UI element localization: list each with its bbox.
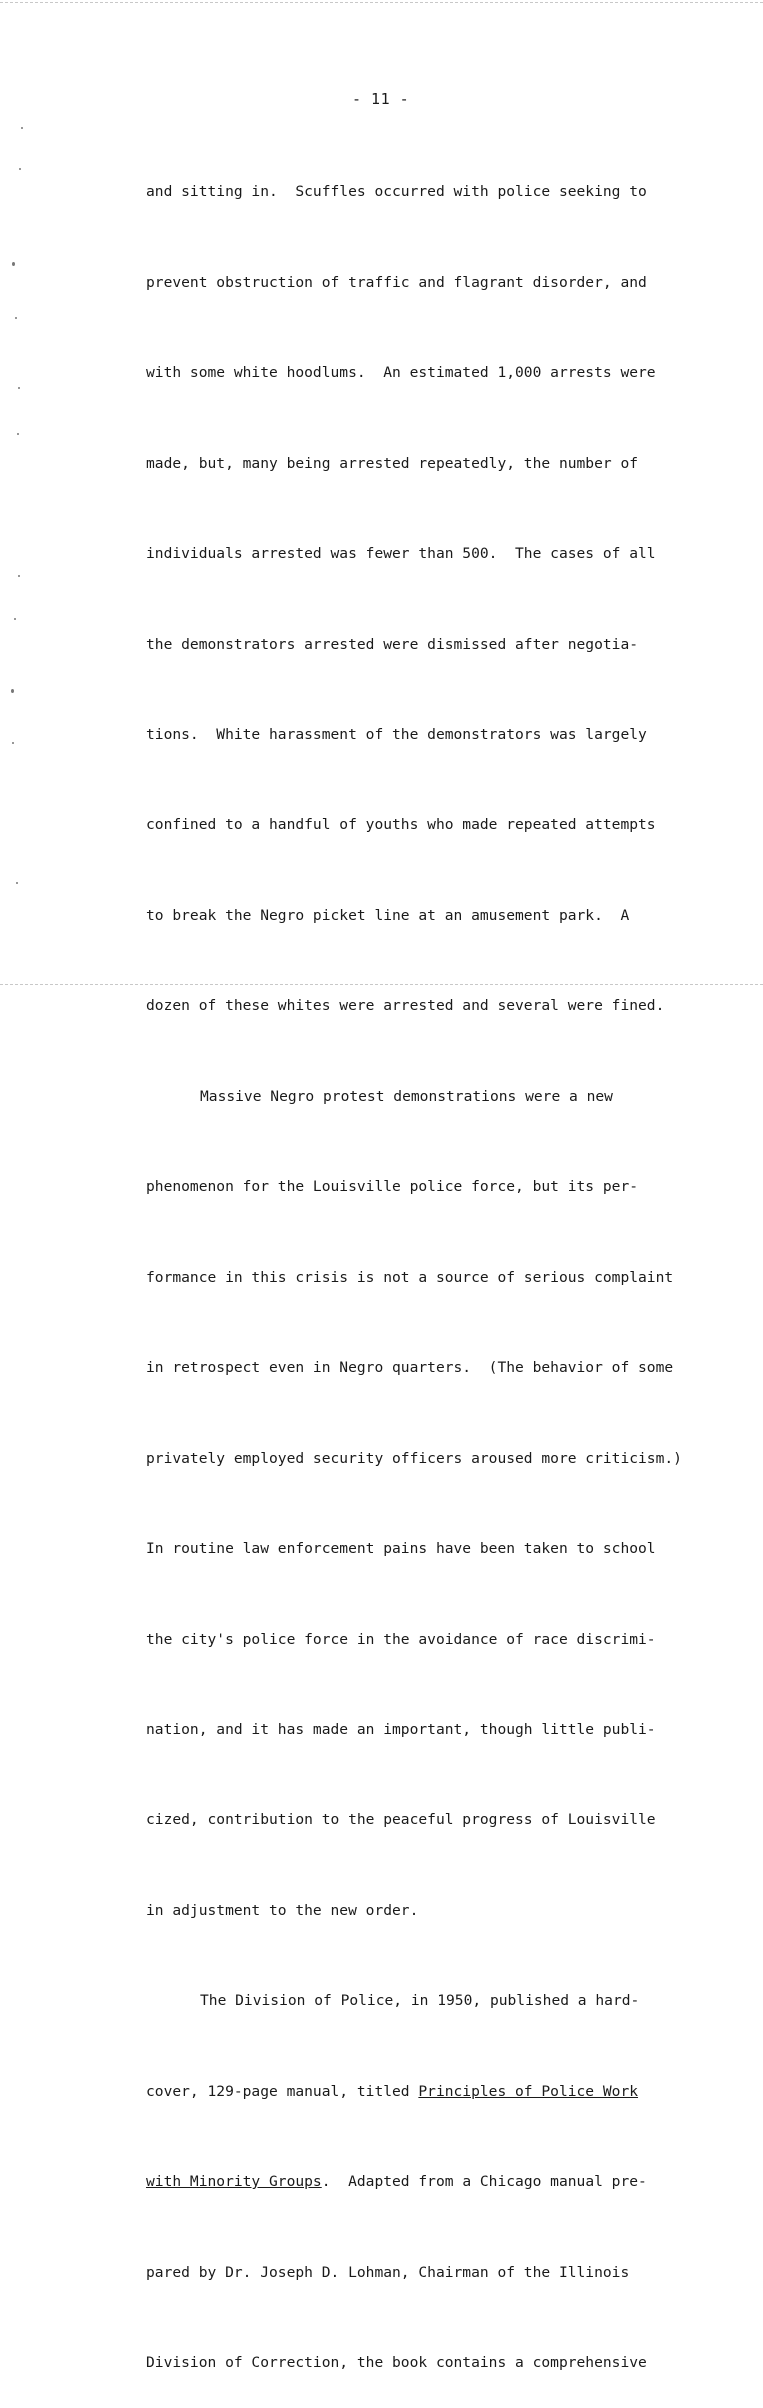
text-line: confined to a handful of youths who made repeated attempts	[146, 816, 656, 834]
scan-speck	[14, 618, 16, 620]
scan-speck	[19, 168, 21, 170]
text-line: prevent obstruction of traffic and flagrant disorder, and	[146, 273, 647, 291]
page-number: - 11 -	[352, 90, 410, 108]
text-line: cover, 129-page manual, titled Principles of Police Work	[146, 2082, 639, 2100]
scan-speck	[15, 317, 17, 319]
text-line: privately employed security officers aroused more criticism.)	[146, 1449, 682, 1467]
text-line: pared by Dr. Joseph D. Lohman, Chairman of the Illinois	[146, 2263, 630, 2281]
text-line: to break the Negro picket line at an amusement park. A	[146, 906, 630, 924]
text-line: Massive Negro protest demonstrations were a new	[200, 1087, 613, 1105]
text-line: nation, and it has made an important, though little publi-	[146, 1721, 656, 1739]
text-line: formance in this crisis is not a source of serious complaint	[146, 1268, 674, 1286]
scan-speck	[11, 689, 14, 693]
bottom-scan-edge	[0, 984, 763, 985]
scan-speck	[18, 387, 20, 389]
underlined-title: with Minority Groups	[146, 2173, 322, 2191]
text-line: individuals arrested was fewer than 500. The cases of all	[146, 545, 656, 563]
text-line: The Division of Police, in 1950, published a hard-	[200, 1992, 640, 2010]
top-scan-edge	[0, 2, 763, 3]
document-body	[146, 117, 746, 2408]
text-line: and sitting in. Scuffles occurred with police seeking to	[146, 183, 647, 201]
text-line: cized, contribution to the peaceful progress of Louisville	[146, 1811, 656, 1829]
text-line: In routine law enforcement pains have been taken to school	[146, 1540, 656, 1558]
scan-speck	[18, 575, 20, 577]
text-line: dozen of these whites were arrested and several were fined.	[146, 997, 665, 1015]
text-line: tions. White harassment of the demonstrators was largely	[146, 726, 647, 744]
text-line: in retrospect even in Negro quarters. (The behavior of some	[146, 1359, 674, 1377]
scan-speck	[12, 262, 15, 266]
text-line: the city's police force in the avoidance of race discrimi-	[146, 1630, 656, 1648]
text-line: phenomenon for the Louisville police force, but its per-	[146, 1178, 639, 1196]
scan-speck	[16, 882, 18, 884]
text-line: the demonstrators arrested were dismissed after negotia-	[146, 635, 639, 653]
text-line: made, but, many being arrested repeatedly, the number of	[146, 454, 639, 472]
scan-speck	[21, 127, 23, 129]
scan-speck	[12, 742, 14, 744]
text-line: with some white hoodlums. An estimated 1,000 arrests were	[146, 364, 656, 382]
scan-speck	[17, 433, 19, 435]
text-line: in adjustment to the new order.	[146, 1901, 419, 1919]
text-line: Division of Correction, the book contains a comprehensive	[146, 2354, 647, 2372]
underlined-title: Principles of Police Work	[418, 2082, 639, 2100]
text-line: with Minority Groups. Adapted from a Chicago manual pre-	[146, 2173, 647, 2191]
